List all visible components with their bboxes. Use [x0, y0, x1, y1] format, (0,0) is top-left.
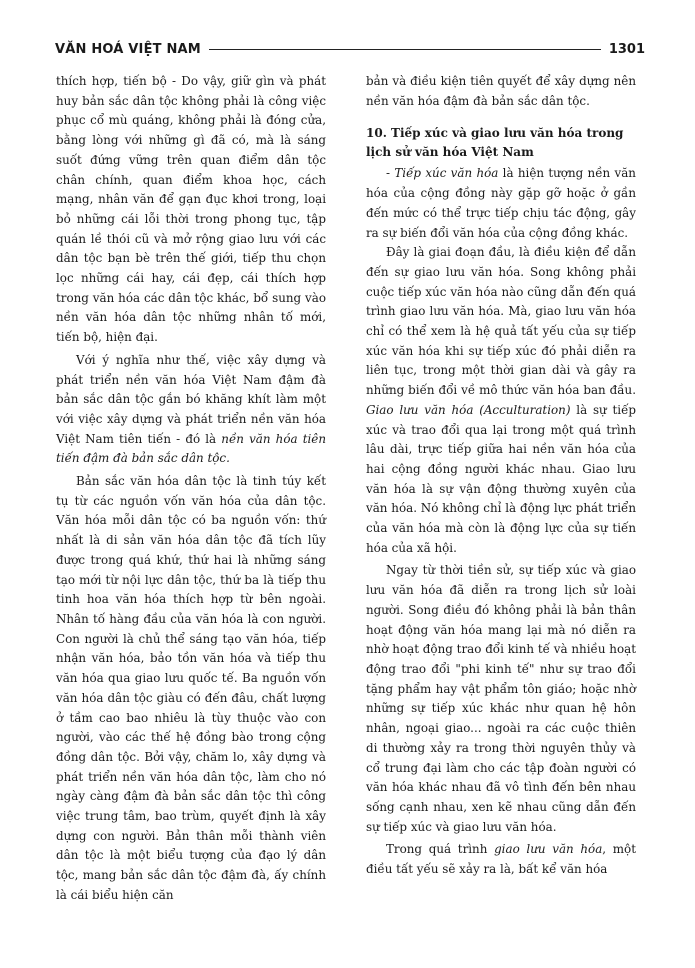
- running-title: VĂN HOÁ VIỆT NAM: [55, 41, 201, 57]
- paragraph: bản và điều kiện tiên quyết để xây dựng nên nền văn hóa đậm đà bản sắc dân tộc.: [366, 74, 636, 108]
- paragraph: [56, 351, 326, 469]
- section-heading: 10. Tiếp xúc và giao lưu văn hóa trong lịch sử văn hóa Việt Nam: [366, 126, 624, 160]
- paragraph-text: Với ý nghĩa như thế, việc xây dựng và phát triển nền văn hóa Việt Nam đậm đà bản sắc dân tộc gắn bó khăng khít làm một với việc xây dựng và phát triển nền văn hóa Việt Nam tiên tiến - đó là: [56, 352, 326, 446]
- italic-phrase: nền văn hóa tiên tiến đậm đà bản sắc dân tộc.: [56, 431, 327, 466]
- paragraph-text: -: [386, 166, 395, 181]
- paragraph-text: Đây là giai đoạn đầu, là điều kiện để dẫn đến sự giao lưu văn hóa. Song không phải cuộc tiếp xúc văn hóa nào cũng dẫn đến quá trình giao lưu văn hóa. Mà, giao lưu văn hóa chỉ có thể xem là hệ quả tất yếu của sự tiếp xúc văn hóa khi sự tiếp xúc đó phải diễn ra liên tục, trong một thời gian dài và gây ra những biến đổi về mô thức văn hóa ban đầu.: [366, 245, 636, 398]
- paragraph: Ngay từ thời tiền sử, sự tiếp xúc và giao lưu văn hóa đã diễn ra trong lịch sử loài người. Song điều đó không phải là bản thân hoạt động văn hóa mang lại mà nó diễn ra nhờ hoạt động trao đổi kinh tế và nhiều hoạt động trao đổi "phi kinh tế" như sự trao đổi tặng phẩm hay vật phẩm tôn giáo; hoặc nhờ những sự tiếp xúc khác như quan hệ hôn nhân, ngoại giao... ngoài ra các cuộc thiên di thường xảy ra trong thời nguyên thủy và cổ trung đại làm cho các tập đoàn người có văn hóa khác nhau đã vô tình đến bên nhau sống cạnh nhau, xen kẽ nhau cũng dẫn đến sự tiếp xúc và giao lưu văn hóa.: [366, 563, 636, 834]
- paragraph-text: Trong quá trình: [386, 842, 495, 857]
- left-column: [56, 72, 326, 906]
- paragraph-text: là sự tiếp xúc và trao đổi qua lại trong một quá trình lâu dài, trực tiếp giữa hai nền văn hóa của hai cộng đồng người khác nhau. Giao lưu văn hóa là sự vận động thường xuyên của văn hóa. Nó không chỉ là động lực phát triển của văn hóa mà còn là động lực của sự tiến hóa của xã hội.: [366, 402, 637, 555]
- italic-phrase: giao lưu văn hóa: [494, 842, 603, 857]
- paragraph: Bản sắc văn hóa dân tộc là tinh túy kết tụ từ các nguồn vốn văn hóa của dân tộc. Văn hóa mỗi dân tộc có ba nguồn vốn: thứ nhất là di sản văn hóa dân tộc đã tích lũy được trong quá khứ, thứ hai là những sáng tạo mới từ nội lực dân tộc, thứ ba là tiếp thu tinh hoa văn hóa thích hợp từ bên ngoài. Nhân tố hàng đầu của văn hóa là con người. Con người là chủ thể sáng tạo văn hóa, tiếp nhận văn hóa, bảo tồn văn hóa và tiếp thu văn hóa qua giao lưu quốc tế. Ba nguồn vốn văn hóa dân tộc giàu có đến đâu, chất lượng ở tầm cao bao nhiêu là tùy thuộc vào con người, vào các thế hệ đồng bào trong cộng đồng dân tộc. Bởi vậy, chăm lo, xây dựng và phát triển nền văn hóa dân tộc, làm cho nó ngày càng đậm đà bản sắc dân tộc thì công việc trung tâm, bao trùm, quyết định là xây dựng con người. Bản thân mỗi thành viên dân tộc là một biểu tượng của đạo lý dân tộc, mang bản sắc dân tộc đậm đà, ấy chính là cái biểu hiện căn: [56, 474, 326, 902]
- paragraph: [366, 840, 636, 879]
- italic-phrase: Giao lưu văn hóa (Acculturation): [366, 402, 571, 417]
- right-column: [366, 72, 636, 880]
- running-header: [55, 38, 645, 60]
- paragraph: [366, 243, 636, 558]
- page-number: 1301: [608, 41, 645, 57]
- paragraph-text: là hiện tượng nền văn hóa của cộng đồng này gặp gỡ hoặc ở gần đến mức có thể trực tiếp chịu tác động, gây ra sự biến đổi văn hóa của cộng đồng khác.: [366, 166, 636, 240]
- paragraph-text: , một điều tất yếu sẽ xảy ra là, bất kể văn hóa: [366, 842, 636, 877]
- header-rule: [209, 49, 601, 50]
- paragraph: thích hợp, tiến bộ - Do vậy, giữ gìn và phát huy bản sắc dân tộc không phải là công việc phục cổ mù quáng, không phải là đóng cửa, bằng lòng với những gì đã có, mà là sáng suốt đứng vững trên quan điểm dân tộc chân chính, quan điểm khoa học, cách mạng, nhân văn để gạn đục khơi trong, loại bỏ những cái lỗi thời trong phong tục, tập quán lề thói cũ và mở rộng giao lưu với các dân tộc bạn bè trên thế giới, tiếp thu chọn lọc những cái hay, cái đẹp, cái thích hợp trong văn hóa các dân tộc khác, bổ sung vào nền văn hóa dân tộc những nhân tố mới, tiến bộ, hiện đại.: [56, 74, 326, 345]
- paragraph: [366, 164, 636, 243]
- italic-phrase: Tiếp xúc văn hóa: [394, 166, 499, 181]
